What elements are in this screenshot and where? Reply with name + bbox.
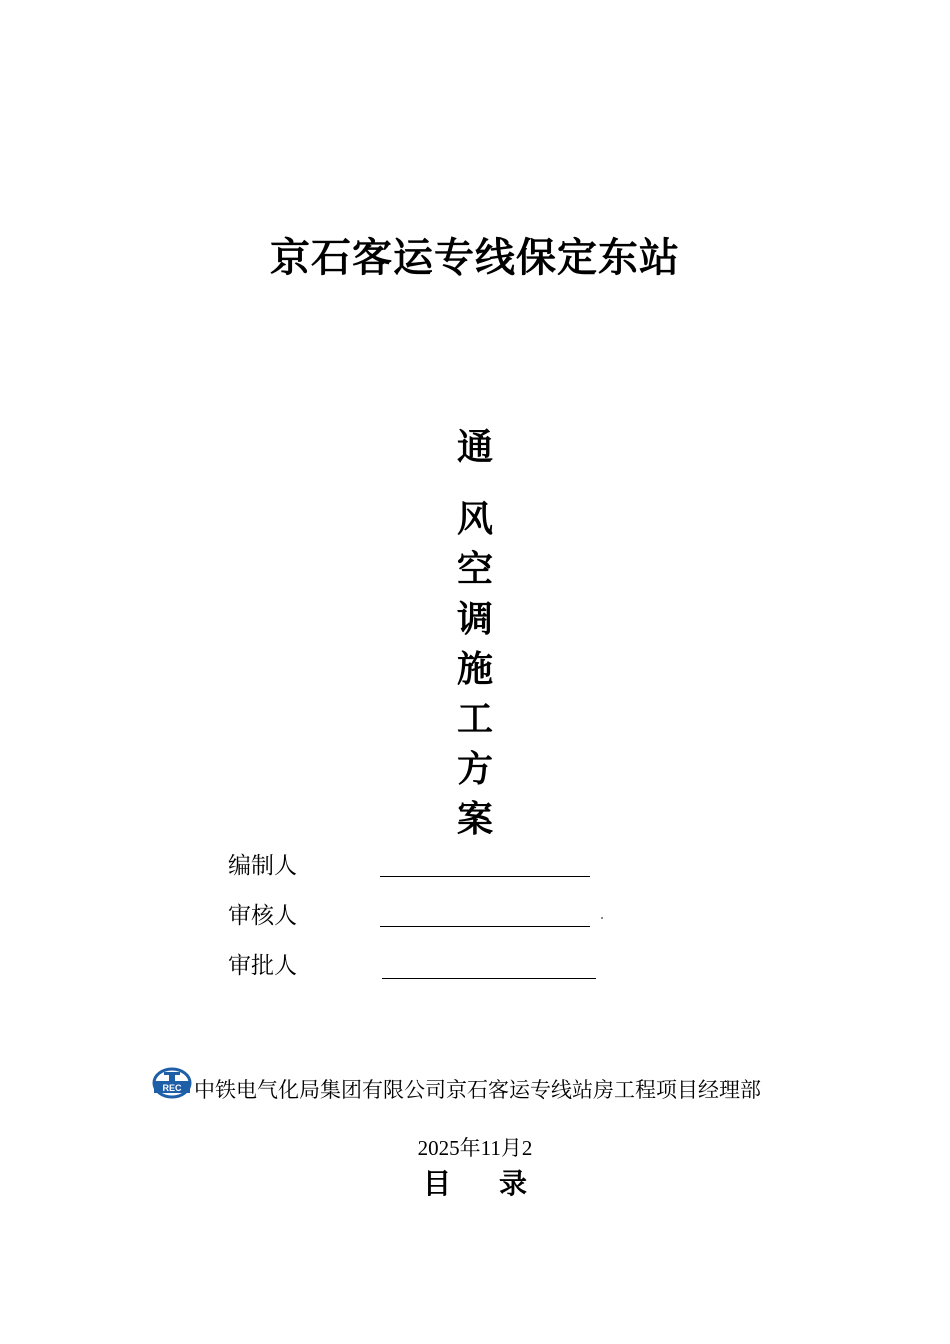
- plan-title-char-5: 施: [456, 649, 493, 690]
- toc-heading: [0, 1162, 950, 1202]
- reviewer-label: 审核人: [228, 903, 297, 929]
- company-logo-text: REC: [162, 1083, 182, 1093]
- toc-heading-right: 录: [499, 1167, 528, 1200]
- approver-label: 审批人: [228, 953, 297, 979]
- reviewer-signature-line[interactable]: [380, 926, 590, 927]
- company-row: [152, 1066, 761, 1100]
- plan-title-char-2: 风: [456, 499, 493, 540]
- project-title: 京石客运专线保定东站: [270, 235, 680, 281]
- compiler-signature-line[interactable]: [380, 876, 590, 877]
- plan-title-char-6: 工: [456, 699, 493, 740]
- plan-title-char-7: 方: [456, 749, 493, 790]
- company-name: 中铁电气化局集团有限公司京石客运专线站房工程项目经理部: [194, 1078, 761, 1102]
- plan-title-char-4: 调: [456, 599, 493, 640]
- company-logo-icon: [152, 1067, 192, 1099]
- compiler-label: 编制人: [228, 853, 297, 879]
- plan-title-char-8: 案: [456, 799, 493, 840]
- plan-title-char-1: 通: [456, 427, 493, 468]
- plan-title-char-3: 空: [456, 549, 493, 590]
- document-date: 2025年11月2: [417, 1136, 533, 1160]
- stray-dot-mark: [601, 917, 603, 919]
- approver-signature-line[interactable]: [382, 978, 596, 979]
- toc-heading-left: 目: [422, 1167, 451, 1200]
